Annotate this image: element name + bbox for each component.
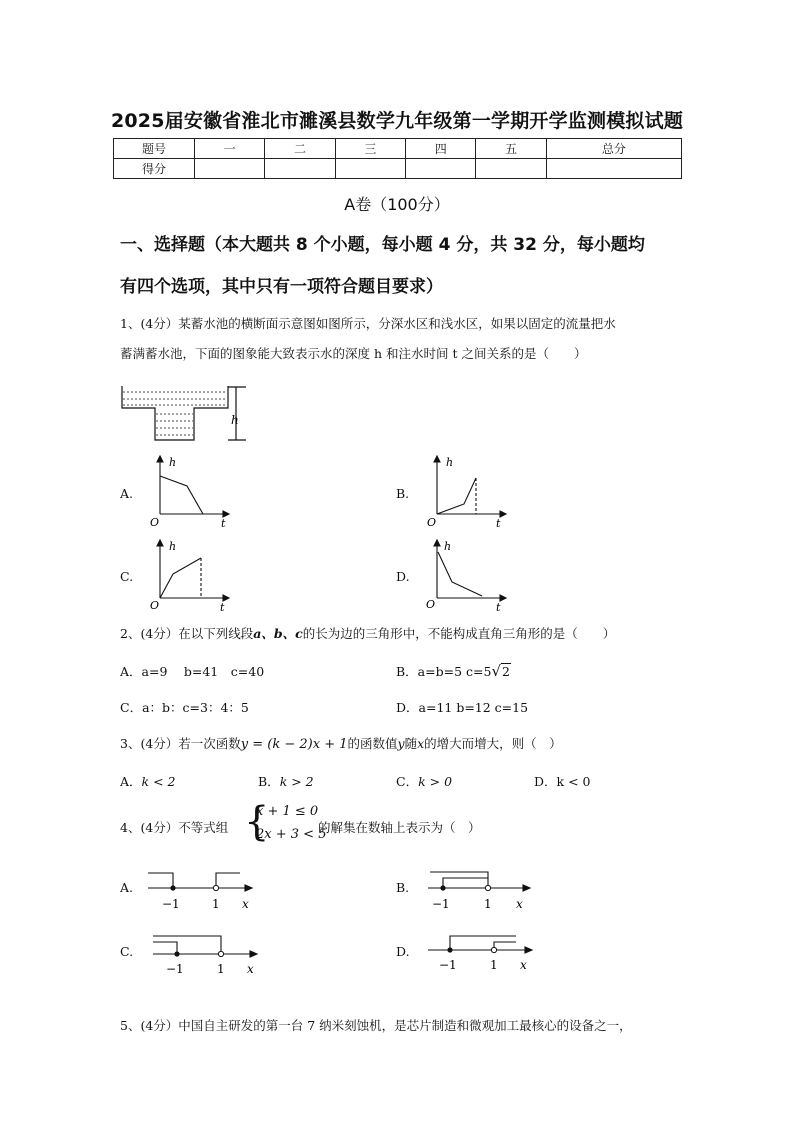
score-header-cell: 五 <box>476 139 546 159</box>
q3-option-d-label: D． <box>534 774 557 789</box>
q4-option-b-label[interactable]: B. <box>396 880 410 895</box>
score-header-cell: 三 <box>335 139 405 159</box>
q1-b-axis-h: h <box>446 456 454 469</box>
section-one-heading-line2: 有四个选项，其中只有一项符合题目要求） <box>120 277 443 297</box>
q3-option-a-value: k < 2 <box>141 774 176 789</box>
q3-option-d[interactable] <box>534 772 590 790</box>
q1-d-axis-t: t <box>496 601 501 612</box>
q4-b-closed-dot <box>440 885 445 890</box>
q4-option-d-numberline[interactable] <box>420 926 550 976</box>
q4-d-closed-dot <box>447 947 452 952</box>
q1-option-a-graph[interactable] <box>145 452 235 528</box>
q3-stem-suffix: 的增大而增大，则（ ） <box>424 736 562 751</box>
score-cell <box>476 159 546 179</box>
q2-option-b-text: B．a=b=5 c=5 <box>396 664 492 679</box>
sqrt-icon: √ <box>491 662 502 680</box>
q2-option-d[interactable]: D．a=11 b=12 c=15 <box>396 700 529 715</box>
q2-option-c[interactable]: C．a：b：c=3：4：5 <box>120 700 249 715</box>
section-a-heading: A卷（100分） <box>344 195 450 214</box>
left-brace-icon: { <box>244 799 270 845</box>
score-header-cell: 一 <box>195 139 265 159</box>
q4-b-axis-x: x <box>516 897 523 911</box>
score-cell <box>335 159 405 179</box>
q3-option-a-label: A． <box>120 774 142 789</box>
score-header-cell: 题号 <box>114 139 195 159</box>
q4-stem-suffix: 的解集在数轴上表示为（ ） <box>318 820 481 835</box>
q4-a-tick-1: 1 <box>212 897 220 911</box>
q2-stem <box>120 618 685 649</box>
q4-stem-prefix: 4、(4分）不等式组 <box>120 820 229 835</box>
q1-option-c-label[interactable]: C. <box>120 569 134 584</box>
q3-option-a[interactable] <box>120 772 175 790</box>
q1-stem-line2: 蓄满蓄水池，下面的图象能大致表示水的深度 h 和注水时间 t 之间关系的是（ ） <box>120 346 587 361</box>
q4-d-open-dot <box>491 947 496 952</box>
q1-d-axis-h: h <box>444 540 452 553</box>
score-row-label: 得分 <box>114 159 195 179</box>
q3-option-c-value: k > 0 <box>418 774 453 789</box>
q4-inequality-1: x + 1 ≤ 0 <box>256 804 319 819</box>
q4-a-open-dot <box>213 885 218 890</box>
q3-stem <box>120 728 685 760</box>
q1-option-b-graph[interactable] <box>422 452 512 528</box>
q1-a-axis-t: t <box>221 517 226 528</box>
score-cell <box>546 159 681 179</box>
page-title: 2025届安徽省淮北市濉溪县数学九年级第一学期开学监测模拟试题 <box>110 110 684 132</box>
q2-option-b[interactable] <box>396 662 511 680</box>
q4-c-closed-dot <box>174 951 179 956</box>
q1-stem-line1: 1、(4分）某蓄水池的横断面示意图如图所示，分深水区和浅水区，如果以固定的流量把水 <box>120 316 616 331</box>
q3-formula: y = (k − 2)x + 1 <box>240 737 348 752</box>
score-table-header-row <box>114 139 682 159</box>
q3-option-c[interactable] <box>396 772 452 790</box>
q3-option-b[interactable] <box>258 772 314 790</box>
q3-stem-mid2: 随 <box>404 736 418 751</box>
q3-option-b-label: B． <box>258 774 280 789</box>
q4-a-closed-dot <box>170 885 175 890</box>
q1-a-origin: O <box>150 516 160 528</box>
score-cell <box>406 159 476 179</box>
q1-d-origin: O <box>426 598 436 611</box>
q1-option-a-label[interactable]: A. <box>120 486 134 501</box>
q4-d-tick-neg1: −1 <box>439 958 457 972</box>
q4-option-c-numberline[interactable] <box>145 926 275 976</box>
q4-stem <box>120 799 685 848</box>
q2-stem-prefix: 2、(4分）在以下列线段 <box>120 626 254 641</box>
score-header-cell: 总分 <box>546 139 681 159</box>
q4-option-a-label[interactable]: A. <box>120 880 134 895</box>
q2-stem-suffix: 的长为边的三角形中，不能构成直角三角形的是（ ） <box>302 626 616 641</box>
q4-b-tick-1: 1 <box>484 897 492 911</box>
q4-d-tick-1: 1 <box>490 958 498 972</box>
q1-c-origin: O <box>150 599 160 612</box>
q3-stem-mid: 的函数值 <box>347 736 398 751</box>
score-table <box>113 138 682 179</box>
q1-c-axis-t: t <box>220 601 225 612</box>
q3-option-b-value: k > 2 <box>279 774 314 789</box>
q3-option-c-label: C． <box>396 774 419 789</box>
q4-c-open-dot <box>218 951 223 956</box>
q4-inequality-2: 2x + 3 < 5 <box>256 827 327 842</box>
q3-stem-prefix: 3、(4分）若一次函数 <box>120 736 241 751</box>
q1-option-d-graph[interactable] <box>422 536 512 612</box>
q1-option-b-label[interactable]: B. <box>396 486 410 501</box>
q1-c-axis-h: h <box>169 540 177 553</box>
q4-option-d-label[interactable]: D. <box>396 944 410 959</box>
q3-option-d-value: k < 0 <box>556 774 591 789</box>
q4-c-tick-1: 1 <box>217 962 225 976</box>
q4-option-a-numberline[interactable] <box>140 862 270 912</box>
q5-stem-line1: 5、(4分）中国自主研发的第一台 7 纳米刻蚀机，是芯片制造和微观加工最核心的设备之一， <box>120 1018 632 1033</box>
q4-c-axis-x: x <box>247 962 254 976</box>
q2-option-b-radicand: 2 <box>502 664 510 679</box>
q4-d-axis-x: x <box>520 958 527 972</box>
q4-b-tick-neg1: −1 <box>432 897 450 911</box>
section-one-heading-line1: 一、选择题（本大题共 8 个小题，每小题 4 分，共 32 分，每小题均 <box>120 235 645 255</box>
q4-option-b-numberline[interactable] <box>420 862 550 912</box>
q4-option-c-label[interactable]: C. <box>120 944 134 959</box>
q1-option-d-label[interactable]: D. <box>396 569 410 584</box>
q1-figure-h-label: h <box>231 413 239 427</box>
q2-option-a[interactable]: A．a=9 b=41 c=40 <box>120 664 265 679</box>
q4-b-open-dot <box>485 885 490 890</box>
q1-option-c-graph[interactable] <box>145 536 235 612</box>
q2-stem-vars: a、b、c <box>253 626 303 641</box>
q3-var-x: x <box>417 736 425 751</box>
score-cell <box>265 159 335 179</box>
score-header-cell: 二 <box>265 139 335 159</box>
score-cell <box>195 159 265 179</box>
q4-a-axis-x: x <box>242 897 249 911</box>
q1-a-axis-h: h <box>169 456 177 469</box>
q1-reservoir-figure <box>118 378 258 450</box>
q3-var-y: y <box>397 736 405 751</box>
q1-b-axis-t: t <box>496 517 501 528</box>
q4-c-tick-neg1: −1 <box>166 962 184 976</box>
q1-b-origin: O <box>427 516 437 528</box>
q4-a-tick-neg1: −1 <box>162 897 180 911</box>
score-table-score-row <box>114 159 682 179</box>
score-header-cell: 四 <box>406 139 476 159</box>
